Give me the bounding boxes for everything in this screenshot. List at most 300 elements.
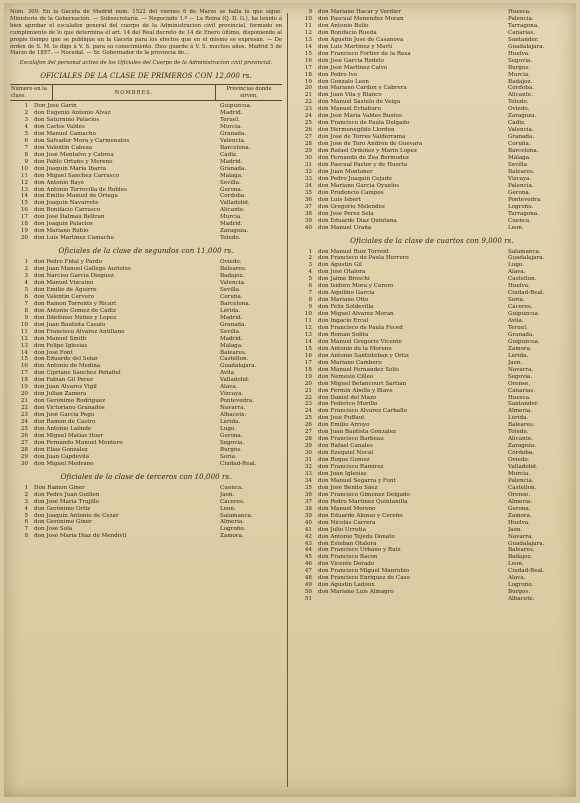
row-number: 29 bbox=[304, 148, 312, 155]
row-number: 38 bbox=[304, 210, 312, 217]
table-row bbox=[294, 92, 570, 99]
row-number: 23 bbox=[304, 401, 312, 408]
table-row bbox=[294, 276, 570, 283]
province: Lérida. bbox=[220, 307, 241, 314]
table-row bbox=[294, 422, 570, 429]
province: Albacete. bbox=[508, 596, 535, 603]
row-number: 8 bbox=[24, 533, 28, 540]
row-number: 16 bbox=[20, 207, 28, 214]
person-name: don Francisco Alvarez Antillano bbox=[34, 328, 125, 335]
row-number: 24 bbox=[304, 113, 312, 120]
province: Málaga. bbox=[220, 342, 243, 349]
province: Lérida. bbox=[508, 415, 529, 422]
table-row bbox=[294, 269, 570, 276]
table-row bbox=[294, 485, 570, 492]
row-number: 3 bbox=[24, 273, 28, 280]
row-number: 34 bbox=[304, 182, 312, 189]
row-number: 12 bbox=[20, 335, 28, 342]
table-row bbox=[294, 290, 570, 297]
person-name: don Hermenegildo Llorden bbox=[318, 127, 395, 134]
person-name: don Julio Urrutia bbox=[318, 526, 366, 533]
row-number: 15 bbox=[304, 345, 312, 352]
row-number: 14 bbox=[20, 193, 28, 200]
province: Almería. bbox=[508, 498, 533, 505]
row-number: 24 bbox=[304, 408, 312, 415]
person-name: don Rafael Ordoñez y Marin Lopez bbox=[318, 148, 417, 155]
province: Soria. bbox=[508, 297, 525, 304]
person-name: don Gerónimo Rodriguez bbox=[34, 398, 106, 405]
row-number: 7 bbox=[308, 290, 312, 297]
person-name: don Roque Gomez bbox=[318, 457, 370, 464]
person-name: don Bonifacio Carrasco bbox=[34, 207, 101, 214]
table-row bbox=[294, 339, 570, 346]
row-number: 26 bbox=[20, 432, 28, 439]
province: Alicante. bbox=[508, 92, 534, 99]
province: Ciudad-Real. bbox=[508, 568, 545, 575]
province: Vizcaya. bbox=[508, 175, 532, 182]
column-divider bbox=[287, 13, 288, 787]
province: Tarragona. bbox=[508, 22, 539, 29]
table-row bbox=[10, 440, 282, 447]
province: Gerona. bbox=[508, 189, 531, 196]
province: Cáceres. bbox=[508, 304, 533, 311]
province: Córdoba. bbox=[508, 450, 534, 457]
person-name: don Pedro Fidal y Pardo bbox=[34, 259, 103, 266]
row-number: 12 bbox=[304, 324, 312, 331]
person-name: don Rafael Canales bbox=[318, 443, 373, 450]
province: Valladolid. bbox=[220, 377, 250, 384]
row-number: 38 bbox=[304, 505, 312, 512]
person-name: don Victoriano Granados bbox=[34, 405, 105, 412]
table-row bbox=[10, 533, 282, 540]
table-row bbox=[294, 541, 570, 548]
person-name: don José Maria Trujillo bbox=[34, 498, 100, 505]
province: Jaen. bbox=[508, 359, 523, 366]
row-number: 35 bbox=[304, 484, 312, 491]
province: Logroño. bbox=[508, 203, 534, 210]
row-number: 43 bbox=[304, 540, 312, 547]
table-row bbox=[10, 301, 282, 308]
person-name: don Agustin José de Casanova bbox=[318, 36, 404, 43]
province: Madrid. bbox=[220, 314, 243, 321]
person-name: don Agustin Ladoux bbox=[318, 582, 375, 589]
table-row bbox=[10, 499, 282, 506]
table-row bbox=[10, 356, 282, 363]
person-name: don Joaquin Navarrete bbox=[34, 200, 99, 207]
province: Jaen. bbox=[508, 526, 523, 533]
row-number: 6 bbox=[24, 293, 28, 300]
province: Logroño. bbox=[508, 582, 534, 589]
province: Pontevedra. bbox=[508, 196, 542, 203]
row-number: 25 bbox=[20, 426, 28, 432]
row-number: 30 bbox=[304, 155, 312, 162]
person-name: don Miguel Sanchez Carrasco bbox=[34, 172, 120, 179]
table-row bbox=[10, 173, 282, 180]
province: Córdoba. bbox=[508, 85, 534, 92]
province: Lérida. bbox=[508, 352, 529, 359]
province: Leon. bbox=[220, 505, 236, 512]
table-row bbox=[294, 325, 570, 332]
person-name: don Manuel Echaburu bbox=[318, 106, 382, 113]
province: Cuenca. bbox=[508, 217, 532, 224]
province: Baleares. bbox=[508, 168, 535, 175]
table-row bbox=[294, 169, 570, 176]
row-number: 6 bbox=[24, 519, 28, 526]
province: Zaragoza. bbox=[220, 228, 249, 235]
person-name: don Nemesio Cilleo bbox=[318, 373, 374, 380]
table-row bbox=[294, 311, 570, 318]
row-number: 31 bbox=[304, 457, 312, 464]
table-row bbox=[10, 506, 282, 513]
table-row bbox=[10, 221, 282, 228]
person-name: don Francisco Bacon bbox=[318, 554, 378, 561]
table-row bbox=[294, 162, 570, 169]
province: Avila. bbox=[220, 370, 236, 377]
province: Cáceres. bbox=[220, 498, 245, 505]
table-row bbox=[10, 280, 282, 287]
province: Guadalajara. bbox=[508, 540, 545, 547]
table-row bbox=[294, 471, 570, 478]
province: Palencia. bbox=[508, 182, 534, 189]
person-name: don José Perez Sela bbox=[318, 210, 374, 217]
table-row bbox=[10, 391, 282, 398]
province: Burgos. bbox=[220, 446, 242, 453]
province: Zamora. bbox=[508, 345, 532, 352]
intro-paragraph: Núm. 309. En la Gaceta de Madrid núm. 1522 del viernes 6 de Marzo se halla lo que sigue: Ministerio de la Gobernación. — Subsecretaría. — Negociado 1.º — La Reina (Q. D. G.), ha tenido á bien aprobar el escalafon general del cuerpo de la Administracion civil provincial, formado en cumplimiento de lo que determina el art. 14 del Real decreto de 14 de Enero último, disponiendo al propio tiempo que se publique en la Gaceta para los efectos que en el mismo se expresan. — De órden de S. M. lo digo á V. S. para su conocimiento. Dios guarde á V. S. muchos años. Madrid 5 de Marzo de 1857. — Nocedal. — Sr. Gobernador de la provincia de... bbox=[10, 9, 282, 57]
row-number: 22 bbox=[304, 394, 312, 401]
row-number: 29 bbox=[20, 453, 28, 460]
province: Pontevedra. bbox=[220, 398, 254, 405]
person-name: don Mariano Cardon y Cabrera bbox=[318, 85, 407, 92]
province: Segovia. bbox=[508, 373, 533, 380]
province: Murcia. bbox=[508, 471, 531, 477]
table-row bbox=[294, 255, 570, 262]
table-row bbox=[10, 145, 282, 152]
person-name: don Emilio Manuel de Ortega bbox=[34, 193, 118, 200]
row-number: 10 bbox=[20, 165, 28, 172]
province: Baleares. bbox=[508, 422, 535, 429]
person-name: don Miguel Matias Hoer bbox=[34, 432, 104, 439]
province: Granada. bbox=[220, 165, 247, 172]
person-name: don Valentin Cervero bbox=[34, 293, 95, 300]
table-row bbox=[294, 127, 570, 134]
province: Tarragona. bbox=[508, 210, 539, 217]
person-name: don Manuel Ruiz Torrent bbox=[318, 248, 389, 255]
row-number: 12 bbox=[304, 29, 312, 36]
person-name: don José de Toro Andron de Guevara bbox=[318, 141, 423, 148]
table-row bbox=[10, 200, 282, 207]
person-name: don Vicente Dorado bbox=[318, 561, 375, 568]
table-row bbox=[294, 204, 570, 211]
province: Murcia. bbox=[508, 71, 531, 78]
row-number: 9 bbox=[308, 304, 312, 311]
row-number: 28 bbox=[20, 446, 28, 453]
province: Guadalajara. bbox=[508, 255, 545, 262]
province: Huesca. bbox=[508, 9, 531, 15]
province: Madrid. bbox=[220, 221, 243, 228]
province: Guipúzcoa. bbox=[220, 103, 252, 110]
table-row bbox=[294, 141, 570, 148]
row-number: 37 bbox=[304, 203, 312, 210]
person-name: don Miguel Medrano bbox=[34, 460, 94, 467]
table-row bbox=[294, 120, 570, 127]
person-name: don Agustin Gil bbox=[318, 262, 362, 269]
row-number: 28 bbox=[304, 436, 312, 443]
row-number: 47 bbox=[304, 568, 312, 575]
row-number: 4 bbox=[308, 269, 312, 276]
person-name: don Ezequiel Nocal bbox=[318, 450, 374, 457]
province: Alicante. bbox=[508, 436, 534, 443]
row-number: 18 bbox=[20, 221, 28, 228]
province: Baleares. bbox=[508, 547, 535, 554]
person-name: don Narciso García Dieguez bbox=[34, 273, 114, 280]
table-row bbox=[294, 65, 570, 72]
table-row bbox=[10, 513, 282, 520]
row-number: 34 bbox=[304, 477, 312, 484]
row-number: 14 bbox=[20, 349, 28, 356]
person-name: don Antonio Gomez de Cádiz bbox=[34, 307, 116, 314]
province: Coruña. bbox=[508, 141, 531, 148]
section-title-terceros: Oficiales de la clase de terceros con 10,000 rs. bbox=[60, 472, 232, 481]
province: Leon. bbox=[508, 224, 524, 231]
table-row bbox=[10, 159, 282, 166]
province: Barcelona. bbox=[220, 144, 251, 151]
row-number: 51 bbox=[304, 596, 312, 603]
province: Palencia. bbox=[508, 15, 534, 22]
table-row bbox=[10, 454, 282, 461]
province: Murcia. bbox=[220, 123, 243, 130]
table-row bbox=[294, 401, 570, 408]
person-name: don José Montalvo y Cabrea bbox=[34, 151, 114, 158]
row-number: 20 bbox=[304, 85, 312, 92]
row-number: 11 bbox=[20, 172, 28, 179]
row-number: 29 bbox=[304, 443, 312, 450]
section-title-primeros: OFICIALES DE LA CLASE DE PRIMEROS CON 12,000 rs. bbox=[40, 72, 252, 81]
province: Burgos. bbox=[508, 64, 530, 71]
row-number: 2 bbox=[308, 255, 312, 262]
row-number: 12 bbox=[20, 179, 28, 186]
row-number: 4 bbox=[24, 279, 28, 286]
table-row bbox=[294, 443, 570, 450]
person-name: don Emilio Arroyo bbox=[318, 422, 370, 429]
province: Zaragoza. bbox=[508, 443, 537, 450]
row-number: 11 bbox=[20, 328, 28, 335]
province: Almería. bbox=[220, 519, 245, 526]
province: Huelva. bbox=[508, 50, 530, 57]
row-number: 17 bbox=[304, 64, 312, 71]
table-row bbox=[294, 51, 570, 58]
person-name: don Pedro Ivo bbox=[318, 71, 358, 78]
province: Guipúzcoa. bbox=[508, 311, 540, 318]
province: Guadalajara. bbox=[508, 43, 545, 50]
province: Guadalajara. bbox=[220, 363, 257, 370]
province: Badajoz. bbox=[508, 554, 533, 561]
person-name: don Manuel Camacho bbox=[34, 130, 96, 137]
row-number: 13 bbox=[20, 342, 28, 349]
table-row bbox=[10, 461, 282, 468]
person-name: don Antonio Lalinde bbox=[34, 426, 92, 432]
person-name: don Francisco Miguel Manrubio bbox=[318, 568, 410, 575]
province: Cádiz. bbox=[508, 120, 526, 127]
province: Jaen. bbox=[220, 491, 235, 498]
province: Baleares. bbox=[220, 266, 247, 273]
table-row bbox=[294, 134, 570, 141]
table-row bbox=[294, 85, 570, 92]
table-row bbox=[294, 589, 570, 596]
person-name: don Eduardo Alonso y Cereño bbox=[318, 512, 403, 519]
person-name: don Manuel Moreno bbox=[318, 505, 376, 512]
province: Orense. bbox=[508, 380, 531, 387]
person-name: don Fernando Manuel Montero bbox=[34, 439, 123, 446]
province: Teruel. bbox=[220, 116, 240, 123]
table-row bbox=[294, 506, 570, 513]
table-row bbox=[294, 16, 570, 23]
row-number: 35 bbox=[304, 189, 312, 196]
table-row bbox=[10, 117, 282, 124]
province: Coruña. bbox=[220, 293, 243, 300]
person-name: don Manuel Segarra y Font bbox=[318, 477, 396, 484]
table-row bbox=[10, 131, 282, 138]
table-row bbox=[10, 419, 282, 426]
header-number: Número en la clase. bbox=[10, 85, 53, 100]
province: Alava. bbox=[508, 575, 526, 582]
person-name: don Gerónimo Ortiz bbox=[34, 505, 91, 512]
province: Castellon. bbox=[220, 356, 249, 363]
table-row bbox=[10, 214, 282, 221]
person-name: don Joaquin Antonio de Cezar bbox=[34, 512, 119, 519]
person-name: don Luis Isbert bbox=[318, 196, 361, 203]
table-row bbox=[294, 346, 570, 353]
table-row bbox=[10, 273, 282, 280]
row-number: 5 bbox=[24, 286, 28, 293]
person-name: don José Garcia Pego bbox=[34, 412, 95, 419]
province: Granada. bbox=[220, 130, 247, 137]
row-number: 41 bbox=[304, 526, 312, 533]
province: Badajoz. bbox=[220, 273, 245, 280]
table-row bbox=[294, 283, 570, 290]
person-name: don Juan Manuel Gallego Aurioles bbox=[34, 266, 131, 273]
row-number: 16 bbox=[20, 363, 28, 370]
table-row bbox=[10, 294, 282, 301]
province: Zaragoza. bbox=[508, 113, 537, 120]
person-name: don Miguel Betancourt Sartian bbox=[318, 380, 407, 387]
person-name: don Juan Bautista Casalo bbox=[34, 321, 106, 328]
table-row bbox=[10, 193, 282, 200]
person-name: don Luis Martinez y Martí bbox=[318, 43, 393, 50]
person-name: don Ingacio Ercal bbox=[318, 318, 369, 325]
row-number: 44 bbox=[304, 547, 312, 554]
table-row bbox=[10, 166, 282, 173]
row-number: 19 bbox=[304, 373, 312, 380]
row-number: 36 bbox=[304, 196, 312, 203]
person-name: don José Maria Diaz de Mendívil bbox=[34, 533, 127, 540]
table-row bbox=[10, 152, 282, 159]
person-name: don Pascual Pastor y de Huerta bbox=[318, 161, 408, 168]
header-names: NOMBRES. bbox=[53, 85, 216, 100]
person-name: don Francisco Urbano y Ruiz bbox=[318, 547, 401, 554]
province: Sevilla. bbox=[508, 161, 529, 168]
person-name: don Pedro Joaquin Cejudo bbox=[318, 175, 392, 182]
province: Vizcaya. bbox=[220, 391, 244, 398]
province: Ciudad-Real. bbox=[220, 460, 257, 467]
province: Oviedo. bbox=[220, 259, 242, 266]
person-name: don Pascual Menendez Moran bbox=[318, 15, 404, 22]
row-number: 28 bbox=[304, 141, 312, 148]
province: Gerona. bbox=[508, 505, 531, 512]
row-number: 7 bbox=[24, 526, 28, 533]
table-row bbox=[10, 110, 282, 117]
table-row bbox=[294, 408, 570, 415]
province: Burgos. bbox=[508, 589, 530, 596]
province: Murcia. bbox=[220, 214, 243, 221]
row-number: 17 bbox=[20, 370, 28, 377]
person-name: don Francisco de Paula Feced bbox=[318, 324, 403, 331]
province: Málaga. bbox=[220, 172, 243, 179]
person-name: don Carlos Valdés bbox=[34, 123, 85, 130]
row-number: 36 bbox=[304, 491, 312, 498]
table-row bbox=[10, 398, 282, 405]
person-name: don Julian Zamora bbox=[34, 391, 87, 398]
row-number: 5 bbox=[24, 512, 28, 519]
province: Avila. bbox=[508, 318, 524, 325]
person-name: don Mariano Garcia Oyuelos bbox=[318, 182, 400, 189]
row-number: 14 bbox=[304, 338, 312, 345]
province: Barcelona. bbox=[220, 300, 251, 307]
person-name: don José Dalmau Beltran bbox=[34, 214, 105, 221]
person-name: don Francisco Barbeau bbox=[318, 436, 384, 443]
table-row bbox=[10, 377, 282, 384]
row-number: 2 bbox=[24, 491, 28, 498]
person-name: don Jaime Broschi bbox=[318, 276, 370, 283]
person-name: don José Garcia Redelo bbox=[318, 57, 384, 64]
table-row bbox=[294, 155, 570, 162]
table-row bbox=[294, 492, 570, 499]
person-name: don Juan Bautista Gonzalez bbox=[318, 429, 396, 436]
row-number: 22 bbox=[20, 405, 28, 412]
row-number: 13 bbox=[304, 331, 312, 338]
table-row bbox=[294, 99, 570, 106]
table-row bbox=[294, 513, 570, 520]
row-number: 4 bbox=[24, 505, 28, 512]
row-number: 3 bbox=[24, 498, 28, 505]
person-name: don Eduardo Diaz Quintana bbox=[318, 217, 397, 224]
province: Madrid. bbox=[220, 110, 243, 117]
row-number: 23 bbox=[20, 412, 28, 419]
person-name: don Juan Iglesias bbox=[318, 471, 367, 477]
row-number: 10 bbox=[20, 321, 28, 328]
table-row bbox=[294, 582, 570, 589]
row-number: 18 bbox=[304, 71, 312, 78]
person-name: don Manuel Sastelo de Veiga bbox=[318, 99, 401, 106]
province: Valladolid. bbox=[508, 464, 538, 471]
person-name: don Pedro Juan Guillen bbox=[34, 491, 100, 498]
province: Guipúzcoa. bbox=[508, 338, 540, 345]
person-name: don José Puffaut bbox=[318, 415, 365, 422]
person-name: don Pablo Ortuño y Moreno bbox=[34, 158, 113, 165]
row-number: 15 bbox=[20, 356, 28, 363]
row-number: 39 bbox=[304, 217, 312, 224]
province: Sevilla. bbox=[220, 328, 241, 335]
row-number: 27 bbox=[304, 429, 312, 436]
person-name: don José Font bbox=[34, 349, 73, 356]
province: Valencia. bbox=[508, 127, 534, 134]
row-number: 10 bbox=[304, 311, 312, 318]
person-name: don Gerónimo Giner bbox=[34, 519, 92, 526]
table-row bbox=[10, 412, 282, 419]
person-name: don Antonio Bolio bbox=[318, 22, 369, 29]
table-row bbox=[294, 374, 570, 381]
province: Lérida. bbox=[220, 419, 241, 426]
